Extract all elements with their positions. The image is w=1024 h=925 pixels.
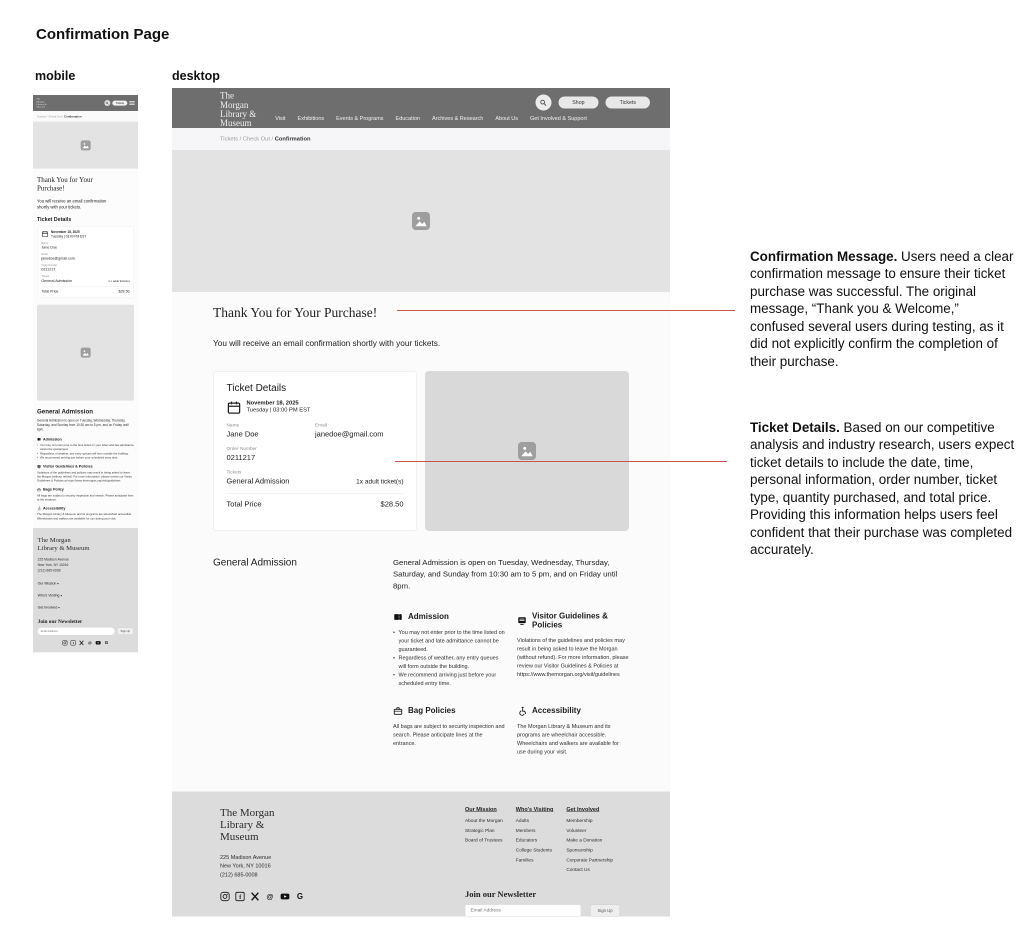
footer-dropdown-get-involved[interactable]: Get Involved ▾: [38, 605, 134, 609]
order-number-value: 0211217: [41, 267, 56, 272]
ticket-type: General Admission: [226, 477, 290, 486]
desktop-header: [172, 88, 670, 128]
total-price-label: Total Price: [226, 500, 262, 509]
bag-policy-section: [393, 706, 505, 757]
tickets-label: Tickets: [226, 469, 242, 475]
threads-icon[interactable]: [87, 640, 93, 646]
chevron-down-icon: [58, 605, 60, 609]
footer-link[interactable]: Corporate Partnership: [566, 857, 614, 863]
accessibility-icon: [517, 706, 527, 716]
desktop-logo[interactable]: The Morgan Library & Museum: [220, 90, 257, 129]
footer-column-whos-visiting: [516, 807, 554, 875]
threads-icon[interactable]: [265, 892, 275, 902]
admission-title: Admission: [42, 437, 62, 442]
desktop-frame-label: desktop: [172, 69, 220, 83]
admission-section: [393, 612, 505, 688]
ticket-type: General Admission: [41, 278, 73, 283]
footer-address: 225 Madison Avenue New York, NY 10016 (212) 685-0008: [37, 557, 69, 573]
breadcrumb[interactable]: Tickets / Check Out / Confirmation: [172, 128, 670, 150]
footer-link[interactable]: Make a Donation: [566, 837, 603, 844]
x-icon[interactable]: [78, 640, 84, 646]
accessibility-text: The Morgan Library & Museum and its programs are wheelchair accessible. Wheelchairs and walkers are available for use during your visit.: [36, 512, 132, 520]
ticket-date: November 18, 2025: [246, 400, 299, 406]
bag-policy-text: All bags are subject to security inspection and search. Please anticipate lines at the entrance.: [393, 723, 505, 747]
email-label: Email: [315, 422, 327, 428]
total-price-value: $28.50: [118, 289, 130, 294]
bag-icon: [37, 488, 41, 492]
footer-logo: The Morgan Library & Museum: [220, 806, 275, 843]
image-placeholder-icon: [80, 140, 90, 150]
footer-link[interactable]: About the Morgan: [465, 818, 503, 824]
footer-social-icons: [38, 640, 134, 646]
ticket-icon: [393, 612, 403, 622]
ticket-quantity: 1x adult ticket(s): [356, 477, 404, 485]
confirmation-heading: Thank You for Your Purchase!: [213, 305, 378, 320]
hero-image-placeholder: [33, 122, 138, 169]
bag-policy-title: Bag Policies: [408, 706, 456, 716]
facebook-icon[interactable]: [70, 640, 76, 646]
svg-text:@: @: [266, 892, 274, 901]
svg-text:f: f: [72, 641, 74, 646]
ticket-date: November 18, 2025: [50, 230, 80, 234]
newsletter-signup-button[interactable]: Sign Up: [117, 628, 133, 635]
svg-text:G: G: [296, 892, 304, 902]
image-placeholder-icon: [412, 212, 430, 230]
google-icon[interactable]: [295, 892, 305, 902]
search-icon[interactable]: [104, 100, 110, 106]
desktop-mockup: [172, 88, 670, 913]
svg-text:G: G: [104, 640, 109, 646]
annotation-ticket-details: Ticket Details. Based on our competitive analysis and industry research, users expect ticket details to include the date, time, personal information, order number, ticket type, quantity purchased, and total price. Providing this information helps users feel confident that their purchase was completed accurately.: [750, 420, 1015, 557]
guidelines-icon: [37, 464, 41, 468]
mobile-mockup: [33, 95, 138, 796]
bag-policy-title: Bags Policy: [42, 487, 64, 492]
email-value: janedoe@gmail.com: [315, 430, 384, 439]
search-icon[interactable]: [535, 95, 551, 111]
mobile-header: [33, 95, 138, 111]
x-icon[interactable]: [250, 892, 260, 902]
image-placeholder-icon: [518, 442, 536, 460]
footer-dropdown-whos-visiting[interactable]: Who's Visiting ▾: [38, 593, 134, 597]
ticket-details-heading: Ticket Details: [226, 382, 287, 394]
newsletter-title: Join our Newsletter: [37, 618, 83, 625]
footer-link[interactable]: Volunteer: [566, 827, 587, 834]
general-admission-hours: General Admission is open on Tuesday, Wednesday, Thursday, Saturday, and Sunday from 10:30 am to 5 pm, and on Friday until 8pm.: [393, 558, 618, 591]
google-icon[interactable]: [103, 640, 109, 646]
guidelines-icon: [517, 616, 527, 626]
footer-logo: The Morgan Library & Museum: [37, 536, 90, 552]
ticket-image-placeholder: [425, 371, 629, 531]
tickets-button[interactable]: Tickets: [112, 100, 127, 105]
name-label: Name: [226, 422, 240, 428]
confirmation-heading: Thank You for Your Purchase!: [36, 175, 93, 193]
instagram-icon[interactable]: [220, 892, 230, 902]
chevron-down-icon: [57, 581, 59, 585]
ticket-details-card: [213, 371, 417, 531]
confirmation-subtext: You will receive an email confirmation shortly with your tickets.: [213, 339, 441, 348]
footer-link[interactable]: Contact Us: [566, 867, 590, 873]
guidelines-text: Violations of the guidelines and policies may result in being asked to leave the Morgan (without refund). For more information, please review our Visitor Guidelines & Policies at https://www.themorgan.org/visit/guidelines: [36, 470, 133, 483]
bag-policy-text: All bags are subject to security inspection and search. Please anticipate lines at the entrance.: [36, 493, 134, 502]
email-label: Email: [41, 252, 48, 256]
footer-link[interactable]: Families: [515, 857, 534, 863]
confirmation-subtext: You will receive an email confirmation shortly with your tickets.: [36, 198, 107, 210]
youtube-icon[interactable]: [280, 892, 290, 902]
ticket-icon: [37, 437, 41, 441]
youtube-icon[interactable]: [95, 640, 101, 646]
footer-link[interactable]: Strategic Plan: [465, 827, 495, 834]
general-admission-heading: General Admission: [213, 557, 297, 568]
ticket-time: Tuesday | 03:00 PM EST: [246, 407, 311, 413]
bag-icon: [393, 706, 403, 716]
footer-column-our-mission: [465, 807, 503, 875]
email-value: janedoe@gmail.com: [41, 256, 75, 261]
order-number-label: Order Number: [226, 446, 257, 452]
accessibility-section: [517, 706, 629, 757]
footer-address: 225 Madison Avenue New York, NY 10016 (212) 685-0008: [220, 854, 272, 878]
footer-column-title[interactable]: Our Mission: [465, 806, 497, 813]
ticket-details-card: [37, 226, 134, 298]
nav-archives-research[interactable]: Archives & Research: [431, 115, 484, 122]
instagram-icon[interactable]: [62, 640, 68, 646]
guidelines-title: Visitor Guidelines & Policies: [532, 611, 608, 630]
ticket-time: Tuesday | 03:00 PM EST: [50, 234, 87, 239]
accessibility-title: Accessibility: [532, 706, 581, 716]
hamburger-icon[interactable]: [129, 101, 134, 105]
guidelines-section: [517, 612, 629, 688]
footer-link[interactable]: Board of Trustees: [465, 837, 503, 844]
name-value: Jane Doe: [226, 430, 259, 439]
accessibility-text: The Morgan Library & Museum and its programs are wheelchair accessible. Wheelchairs and walkers are available for use during your visit.: [517, 723, 619, 756]
admission-title: Admission: [408, 612, 449, 621]
total-price-value: $28.50: [380, 500, 404, 509]
footer-link[interactable]: Sponsorship: [566, 847, 593, 853]
tickets-label: Tickets: [41, 274, 50, 278]
footer-dropdown-our-mission[interactable]: Our Mission ▾: [38, 581, 134, 585]
shop-button[interactable]: Shop: [558, 97, 598, 109]
name-value: Jane Doe: [41, 245, 58, 250]
mobile-footer: [33, 528, 138, 652]
annotation-confirmation-message: Confirmation Message. Users need a clear confirmation message to ensure their ticket purchase was successful. The original message, “Thank you & Welcome,” confused several users during testing, as it did not explicitly confirm the completion of their purchase.: [750, 249, 1014, 369]
footer-column-title[interactable]: Who's Visiting: [515, 806, 554, 813]
page-title: Confirmation Page: [36, 26, 170, 43]
ticket-image-placeholder: [37, 305, 134, 401]
footer-link[interactable]: Educators: [515, 837, 538, 844]
footer-link[interactable]: Adults: [515, 818, 529, 824]
footer-link[interactable]: Members: [515, 827, 536, 834]
svg-text:@: @: [87, 640, 92, 646]
ticket-quantity: 1 x adult ticket(s): [108, 279, 130, 283]
guidelines-text: Violations of the guidelines and policies may result in being asked to leave the Morgan (without refund). For more information, please review our Visitor Guidelines & Policies at https://www.themorgan.org/visit/guidelines: [517, 637, 629, 678]
order-number-value: 0211217: [226, 453, 256, 462]
newsletter-title: Join our Newsletter: [465, 889, 537, 899]
hero-image-placeholder: [172, 150, 670, 292]
leader-line-confirmation-message: [397, 310, 735, 311]
nav-education[interactable]: Education: [395, 115, 420, 122]
general-admission-heading: General Admission: [36, 407, 93, 415]
name-label: Name: [41, 241, 49, 245]
footer-link[interactable]: Membership: [566, 818, 593, 824]
footer-link[interactable]: College Students: [515, 847, 552, 853]
newsletter-email-input[interactable]: [38, 628, 115, 635]
order-number-label: Order Number: [41, 263, 58, 267]
nav-visit[interactable]: Visit: [275, 115, 286, 122]
svg-text:f: f: [239, 894, 242, 901]
breadcrumb[interactable]: Tickets / Check Out / Confirmation: [33, 111, 138, 122]
admission-bullets: • You may not enter prior to the time listed on your ticket and late admittance cannot be guaranteed. • Regardless of weather, any entry queues will form outside the building. • We recommend arriving just before your scheduled entry time.: [393, 628, 505, 688]
facebook-icon[interactable]: [235, 892, 245, 902]
footer-column-title[interactable]: Get Involved: [566, 806, 600, 813]
footer-column-get-involved: [566, 807, 613, 875]
general-admission-hours: General Admission is open on Tuesday, Wednesday, Thursday, Saturday, and Sunday from 10:30 am to 5 pm, and on Friday until 8pm.: [36, 418, 129, 432]
nav-about-us[interactable]: About Us: [495, 115, 518, 122]
mobile-frame-label: mobile: [35, 69, 76, 83]
total-price-label: Total Price: [41, 289, 59, 294]
nav-events-programs[interactable]: Events & Programs: [336, 115, 384, 122]
nav-get-involved[interactable]: Get Involved & Support: [529, 115, 587, 122]
desktop-footer: [172, 792, 670, 917]
guidelines-title: Visitor Guidelines & Policies: [42, 464, 93, 469]
leader-line-ticket-details: [395, 461, 727, 462]
ticket-details-heading: Ticket Details: [36, 216, 72, 223]
accessibility-icon: [37, 506, 41, 510]
nav-exhibitions[interactable]: Exhibitions: [297, 115, 325, 122]
calendar-icon: [41, 230, 48, 237]
mobile-logo[interactable]: The Morgan Library & Museum: [36, 97, 47, 109]
newsletter-signup-button[interactable]: Sign Up: [590, 904, 620, 916]
calendar-icon: [227, 400, 242, 415]
chevron-down-icon: [60, 593, 62, 597]
image-placeholder-icon: [80, 348, 90, 358]
admission-bullets: • You may not enter prior to the time listed on your ticket and late admittance cannot be guaranteed. • Regardless of weather, any entry queues will form outside the building. • We recommend arriving just before your scheduled entry time.: [37, 443, 134, 460]
tickets-button[interactable]: Tickets: [606, 97, 650, 109]
accessibility-title: Accessibility: [42, 506, 66, 511]
newsletter-email-input[interactable]: [465, 904, 581, 916]
